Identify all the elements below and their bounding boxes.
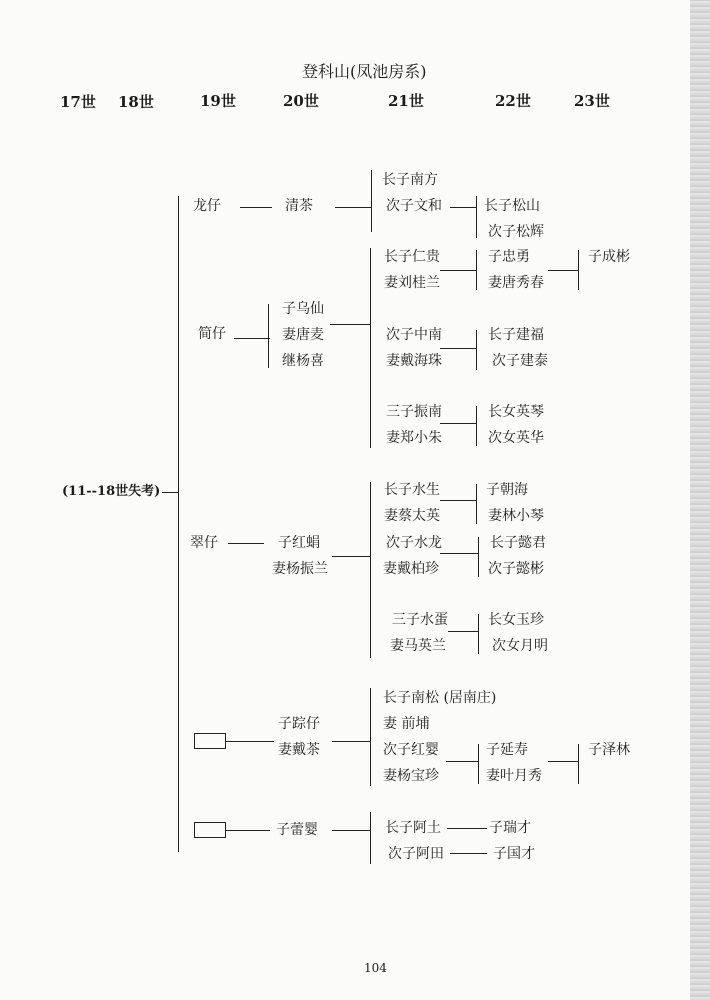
person-jiantai: 次子建泰 xyxy=(492,353,548,369)
connector-line xyxy=(447,828,487,829)
gen19-bracket xyxy=(178,196,179,852)
person-yingqin: 长女英琴 xyxy=(488,404,544,420)
connector-line xyxy=(330,324,370,325)
ancestor-unknown-label: (11--18世失考) xyxy=(62,484,161,499)
person-leiying: 子蕾婴 xyxy=(276,822,318,838)
connector-line xyxy=(332,830,370,831)
gen-20-header: 20世 xyxy=(283,92,319,110)
person-songhui: 次子松辉 xyxy=(488,224,544,240)
person-shuisheng: 长子水生 xyxy=(384,482,440,498)
person-jianfu: 长子建福 xyxy=(488,327,544,343)
person-wuxian: 子乌仙 xyxy=(282,301,324,317)
person-hongsi: 子红蜎 xyxy=(278,535,320,551)
bracket-line xyxy=(370,248,371,448)
connector-line xyxy=(450,853,487,854)
person-shuilong-wife: 妻戴柏珍 xyxy=(383,561,439,577)
gen-18-header: 18世 xyxy=(118,93,154,111)
person-wuxian-wife2: 继杨喜 xyxy=(282,353,324,369)
person-wuxian-wife: 妻唐麦 xyxy=(282,327,324,343)
bracket-line xyxy=(476,406,477,446)
person-shuidan: 三子水蛋 xyxy=(392,612,448,628)
person-yanshou-wife: 妻叶月秀 xyxy=(486,768,542,784)
person-ruicai: 子瑞才 xyxy=(489,820,531,836)
person-shuisheng-wife: 妻蔡太英 xyxy=(384,508,440,524)
connector-line xyxy=(446,761,478,762)
bracket-line xyxy=(476,250,477,290)
connector-line xyxy=(228,543,264,544)
person-chengbin: 子成彬 xyxy=(588,249,630,265)
connector-line xyxy=(226,830,270,831)
person-zhongnan: 次子中南 xyxy=(386,327,442,343)
person-guocai: 子国才 xyxy=(493,846,535,862)
person-atu: 长子阿土 xyxy=(385,820,441,836)
person-zhennan-wife: 妻郑小朱 xyxy=(386,430,442,446)
connector-line xyxy=(450,207,476,208)
person-wenhe: 次子文和 xyxy=(386,198,442,214)
person-zhongnan-wife: 妻戴海珠 xyxy=(386,353,442,369)
person-chaohai-wife: 妻林小琴 xyxy=(488,508,544,524)
gen-22-header: 22世 xyxy=(495,92,531,110)
gen-17-header: 17世 xyxy=(60,93,96,111)
connector-line xyxy=(234,338,270,339)
connector-line xyxy=(226,741,274,742)
person-cuizai: 翠仔 xyxy=(190,535,218,551)
bracket-line xyxy=(476,484,477,524)
person-zhongyong-wife: 妻唐秀春 xyxy=(488,275,544,291)
person-longzai: 龙仔 xyxy=(193,198,221,214)
page-number: 104 xyxy=(364,961,387,975)
connector-line xyxy=(332,556,370,557)
connector-line xyxy=(440,553,478,554)
person-zhennan: 三子振南 xyxy=(386,404,442,420)
person-yueming: 次女月明 xyxy=(492,638,548,654)
bracket-line xyxy=(578,250,579,290)
bracket-line xyxy=(370,482,371,658)
connector-line xyxy=(335,207,371,208)
bracket-line xyxy=(476,196,477,238)
person-shuilong: 次子水龙 xyxy=(386,535,442,551)
person-hongsi-wife: 妻杨振兰 xyxy=(272,561,328,577)
bracket-line xyxy=(476,330,477,370)
person-hongying-wife: 妻杨宝珍 xyxy=(383,768,439,784)
unknown-name-box xyxy=(194,822,226,838)
connector-line xyxy=(440,270,476,271)
connector-line xyxy=(548,270,578,271)
bracket-line xyxy=(370,688,371,786)
bracket-line xyxy=(578,744,579,784)
person-nansong-wife: 妻 前埔 xyxy=(383,716,430,732)
person-yanshou: 子延寿 xyxy=(486,742,528,758)
person-yinghua: 次女英华 xyxy=(488,430,544,446)
person-shuidan-wife: 妻马英兰 xyxy=(390,638,446,654)
person-nanfang: 长子南方 xyxy=(382,172,438,188)
person-zhongyong: 子忠勇 xyxy=(488,249,530,265)
bracket-line xyxy=(478,614,479,654)
connector-line xyxy=(448,631,478,632)
person-hongying: 次子红婴 xyxy=(383,742,439,758)
bracket-line xyxy=(370,812,371,864)
bracket-line xyxy=(478,744,479,784)
person-qingcha: 清茶 xyxy=(285,198,313,214)
bracket-line xyxy=(478,537,479,577)
person-atian: 次子阿田 xyxy=(388,846,444,862)
person-yibin: 次子懿彬 xyxy=(488,561,544,577)
bracket-line xyxy=(371,170,372,232)
person-songshan: 长子松山 xyxy=(484,198,540,214)
person-zongzai: 子踪仔 xyxy=(278,716,320,732)
unknown-name-box xyxy=(194,733,226,749)
person-jianzai: 简仔 xyxy=(198,326,226,342)
person-zongzai-wife: 妻戴茶 xyxy=(278,742,320,758)
person-rengui-wife: 妻刘桂兰 xyxy=(384,275,440,291)
connector-line xyxy=(440,423,476,424)
connector-line xyxy=(240,207,272,208)
scan-edge-shadow xyxy=(690,0,710,1000)
connector-line xyxy=(440,500,476,501)
gen-21-header: 21世 xyxy=(388,92,424,110)
gen-23-header: 23世 xyxy=(574,92,610,110)
gen-19-header: 19世 xyxy=(200,92,236,110)
person-chaohai: 子朝海 xyxy=(486,482,528,498)
connector-line xyxy=(332,741,370,742)
person-nansong: 长子南松 (居南庄) xyxy=(383,690,497,706)
person-yijun: 长子懿君 xyxy=(490,535,546,551)
ancestor-connector xyxy=(162,492,178,493)
bracket-line xyxy=(268,304,269,368)
person-rengui: 长子仁贵 xyxy=(384,249,440,265)
person-yuzhen: 长女玉珍 xyxy=(488,612,544,628)
connector-line xyxy=(440,348,476,349)
page-title: 登科山(凤池房系) xyxy=(302,62,427,81)
person-zelin: 子泽林 xyxy=(588,742,630,758)
connector-line xyxy=(548,761,578,762)
